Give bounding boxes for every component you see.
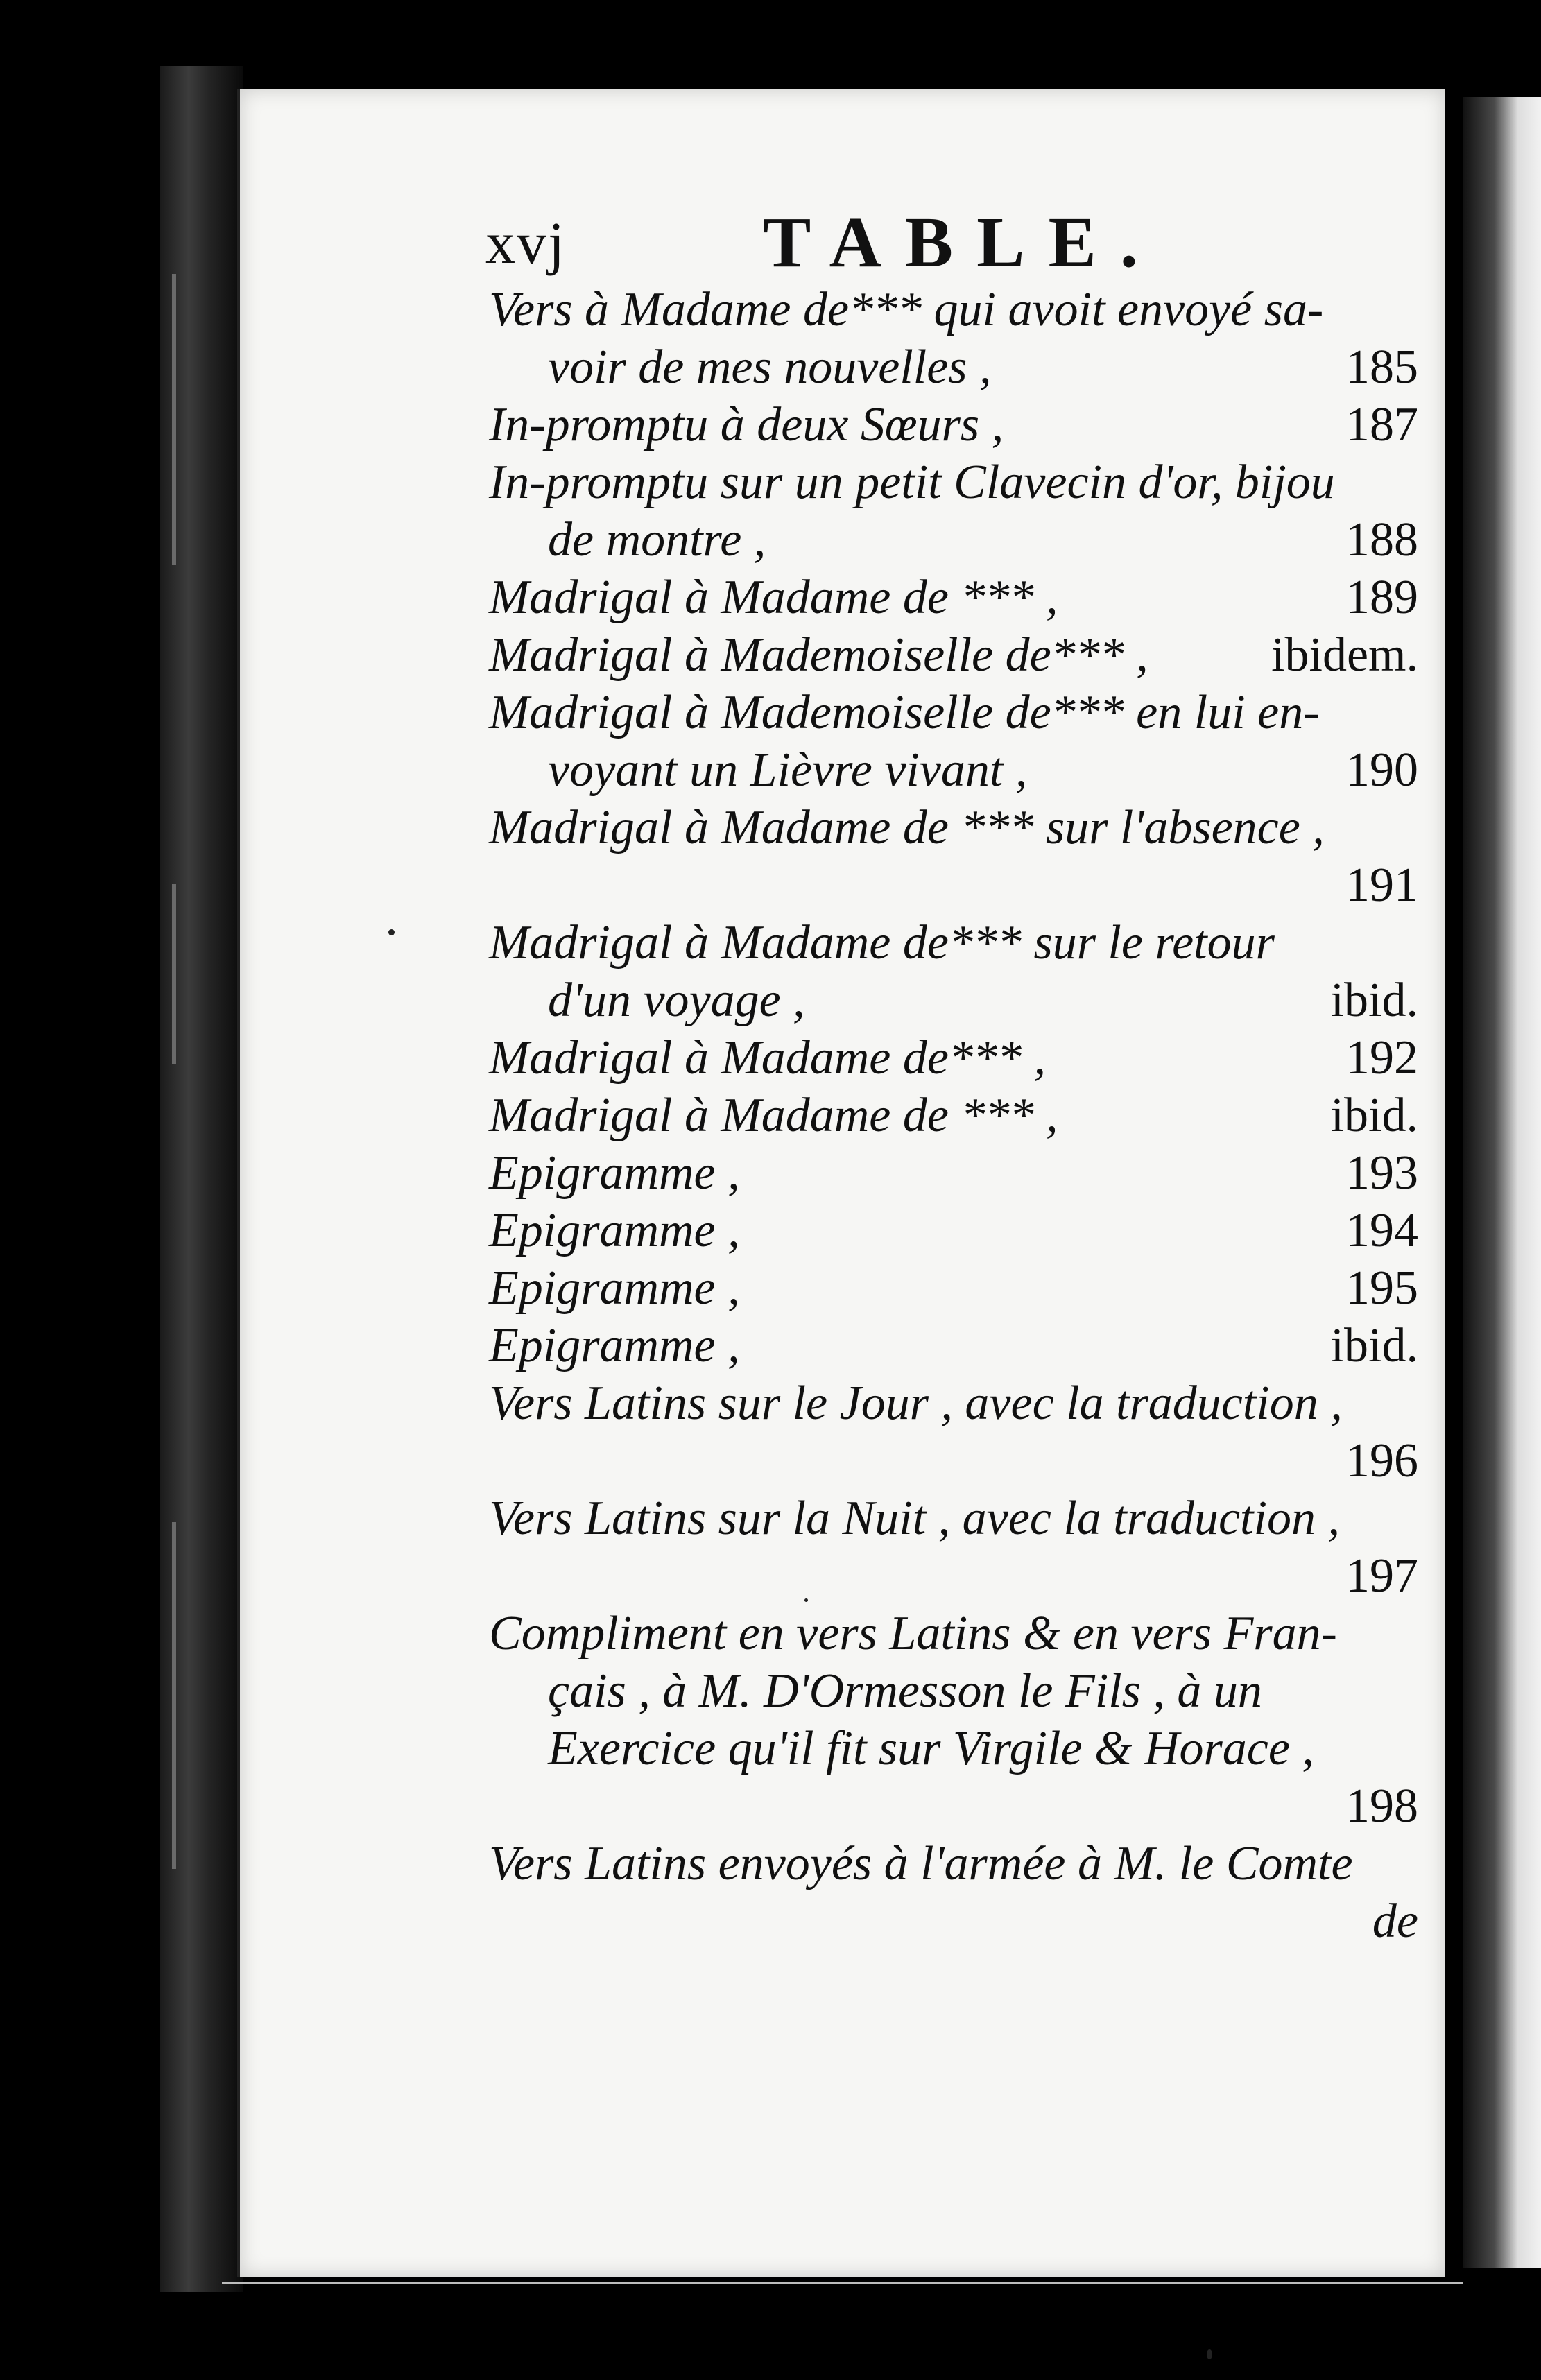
page-number: 185 xyxy=(1345,340,1418,394)
entry-line: In-promptu à deux Sœurs , xyxy=(489,398,1004,451)
page-number: 196 xyxy=(1345,1434,1418,1488)
facing-page-edge xyxy=(1463,97,1541,2268)
table-of-contents xyxy=(489,281,1418,1950)
toc-entry xyxy=(489,1374,1418,1490)
ink-speck xyxy=(388,929,395,935)
page-number: 189 xyxy=(1345,571,1418,624)
page-number: 197 xyxy=(1345,1549,1418,1603)
page-number: ibid. xyxy=(1330,1089,1418,1142)
page-number: 194 xyxy=(1345,1204,1418,1257)
page-number: 193 xyxy=(1345,1146,1418,1200)
toc-entry xyxy=(489,396,1418,454)
toc-entry xyxy=(489,626,1418,684)
entry-line: Epigramme , xyxy=(489,1146,740,1200)
entry-line: Epigramme , xyxy=(489,1204,740,1257)
page-bottom-edge xyxy=(222,2282,1463,2284)
entry-line: voyant un Lièvre vivant , xyxy=(548,743,1028,797)
toc-entry xyxy=(489,1259,1418,1317)
page-number: 195 xyxy=(1345,1261,1418,1315)
page-number: ibidem. xyxy=(1271,628,1418,682)
entry-line: Vers Latins sur la Nuit , avec la traduction , xyxy=(489,1492,1340,1545)
page-number: 198 xyxy=(1345,1779,1418,1833)
entry-line: Madrigal à Madame de*** , xyxy=(489,1031,1046,1085)
page-folio: xvj xyxy=(485,209,566,276)
entry-line: Vers à Madame de*** qui avoit envoyé sa- xyxy=(489,283,1324,336)
entry-line: Madrigal à Madame de *** , xyxy=(489,1089,1058,1142)
entry-line: Madrigal à Madame de *** sur l'absence , xyxy=(489,801,1325,854)
toc-entry xyxy=(489,281,1418,396)
entry-line: d'un voyage , xyxy=(548,974,805,1027)
page-number: 190 xyxy=(1345,743,1418,797)
entry-line: Epigramme , xyxy=(489,1261,740,1315)
toc-entry xyxy=(489,1835,1418,1950)
entry-line: Madrigal à Madame de *** , xyxy=(489,571,1058,624)
toc-entry xyxy=(489,799,1418,914)
entry-line: çais , à M. D'Ormesson le Fils , à un xyxy=(548,1664,1262,1718)
toc-entry xyxy=(489,1144,1418,1202)
entry-line: Madrigal à Madame de*** sur le retour xyxy=(489,916,1275,969)
toc-entry xyxy=(489,1087,1418,1144)
toc-entry xyxy=(489,914,1418,1029)
entry-line: Madrigal à Mademoiselle de*** en lui en- xyxy=(489,686,1320,739)
toc-entry xyxy=(489,1605,1418,1835)
page-number: 188 xyxy=(1345,513,1418,567)
toc-entry xyxy=(489,1317,1418,1374)
running-title: TABLE. xyxy=(763,202,1162,282)
page-number: 191 xyxy=(1345,859,1418,912)
entry-line: Vers Latins sur le Jour , avec la traduction , xyxy=(489,1377,1343,1430)
entry-line: de montre , xyxy=(548,513,766,567)
page-number: ibid. xyxy=(1330,1319,1418,1372)
toc-entry xyxy=(489,1029,1418,1087)
entry-line: Vers Latins envoyés à l'armée à M. le Comte xyxy=(489,1837,1353,1890)
toc-entry xyxy=(489,569,1418,626)
entry-line: voir de mes nouvelles , xyxy=(548,340,992,394)
toc-entry xyxy=(489,454,1418,569)
entry-line: In-promptu sur un petit Clavecin d'or, bijou xyxy=(489,456,1335,509)
toc-entry xyxy=(489,684,1418,799)
catchword: de xyxy=(1372,1895,1418,1948)
entry-line: Exercice qu'il fit sur Virgile & Horace , xyxy=(548,1722,1314,1775)
page-number: ibid. xyxy=(1330,974,1418,1027)
entry-line: Madrigal à Mademoiselle de*** , xyxy=(489,628,1148,682)
toc-entry xyxy=(489,1202,1418,1259)
entry-line: Compliment en vers Latins & en vers Fran- xyxy=(489,1607,1337,1660)
page-number: 187 xyxy=(1345,398,1418,451)
binding-edge xyxy=(160,66,243,2292)
toc-entry xyxy=(489,1490,1418,1605)
page-number: 192 xyxy=(1345,1031,1418,1085)
ink-speck xyxy=(1207,2349,1212,2359)
entry-line: Epigramme , xyxy=(489,1319,740,1372)
